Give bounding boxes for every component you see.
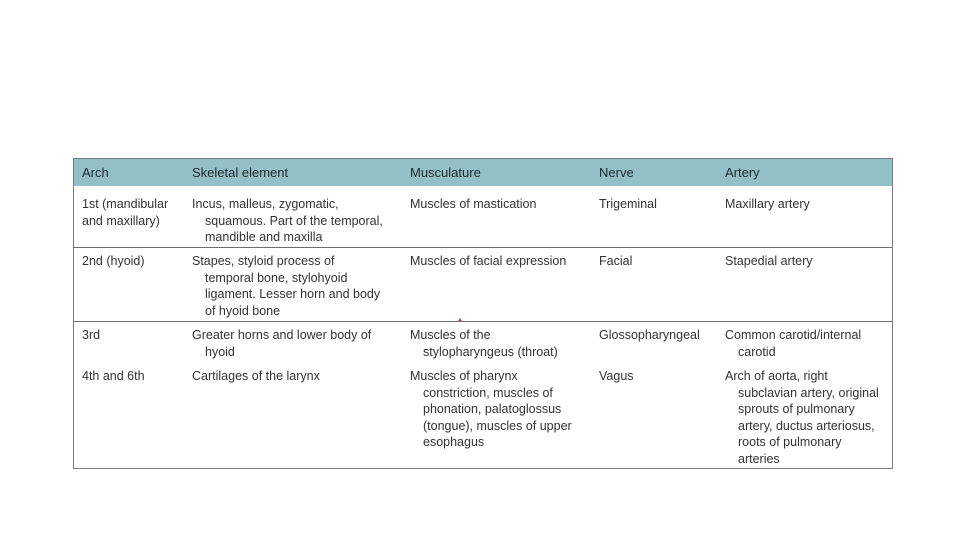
caret-marker-icon [458,318,462,321]
cell-musculature: Muscles of mastication [410,197,537,211]
cell-nerve: Trigeminal [599,197,657,211]
cell-artery: Stapedial artery [725,254,813,268]
cell-arch: 2nd (hyoid) [82,254,145,268]
cell-arch: 1st (mandibular and maxillary) [82,197,169,228]
cell-skeletal: Stapes, styloid process of temporal bone, stylohyoid ligament. Lesser horn and body of hyoid bone [192,254,381,318]
cell-artery: Arch of aorta, right subclavian artery, original sprouts of pulmonary artery, ductus arteriosus, roots of pulmonary arteries [725,369,879,466]
header-arch: Arch [82,165,109,180]
cell-skeletal: Incus, malleus, zygomatic, squamous. Part of the temporal, mandible and maxilla [192,197,383,244]
cell-musculature: Muscles of facial expression [410,254,567,268]
cell-skeletal: Greater horns and lower body of hyoid [192,328,372,359]
cell-arch: 4th and 6th [82,369,145,383]
cell-artery: Common carotid/internal carotid [725,328,862,359]
row-divider [74,247,892,248]
cell-musculature: Muscles of pharynx constriction, muscles of phonation, palatoglossus (tongue), muscles of upper esophagus [410,369,572,449]
header-nerve: Nerve [599,165,634,180]
cell-skeletal: Cartilages of the larynx [192,369,320,383]
cell-nerve: Glossopharyngeal [599,328,700,342]
header-artery: Artery [725,165,760,180]
table-header [74,159,892,186]
cell-arch: 3rd [82,328,101,342]
header-skeletal-element: Skeletal element [192,165,289,180]
cell-nerve: Vagus [599,369,634,383]
cell-nerve: Facial [599,254,633,268]
cell-musculature: Muscles of the stylopharyngeus (throat) [410,328,558,359]
pharyngeal-arch-table [73,158,893,469]
header-musculature: Musculature [410,165,481,180]
row-divider [74,321,892,322]
cell-artery: Maxillary artery [725,197,810,211]
